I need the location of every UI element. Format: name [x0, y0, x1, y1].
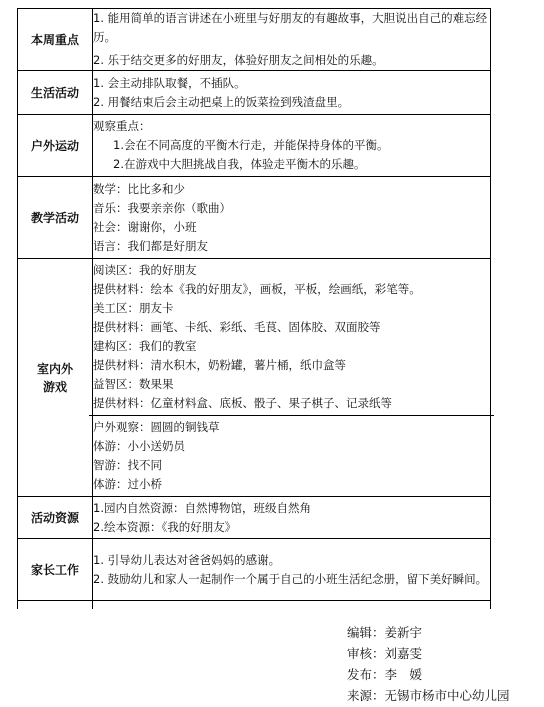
row-resources	[18, 497, 491, 539]
weekly-focus-line-2: 2. 乐于结交更多的好朋友，体验好朋友之间相处的乐趣。	[93, 53, 384, 67]
label-teaching: 教学活动	[18, 177, 93, 259]
games-indoor-line-8: 提供材料：亿童材料盒、底板、骰子、果子棋子、记录纸等	[93, 396, 392, 410]
games-indoor-line-7: 益智区：数果果	[93, 377, 174, 391]
games-indoor-line-5: 建构区：我们的教室	[93, 339, 197, 353]
teaching-line-3: 社会：谢谢你，小班	[93, 219, 197, 234]
games-outdoor-line-2: 体游：小小送奶员	[93, 439, 185, 453]
label-games	[18, 259, 93, 497]
teaching-line-2: 音乐：我要亲亲你（歌曲）	[93, 200, 231, 215]
weekly-plan-table	[17, 8, 491, 609]
parents-line-1: 1. 引导幼儿表达对爸爸妈妈的感谢。	[93, 552, 281, 567]
games-outdoor-block	[93, 416, 490, 494]
content-outdoor	[93, 115, 491, 177]
content-games	[93, 259, 491, 497]
daily-life-line-2: 2. 用餐结束后会主动把桌上的饭菜捡到残渣盘里。	[93, 94, 350, 109]
outdoor-line-3: 2.在游戏中大胆挑战自我，体验走平衡木的乐趣。	[113, 157, 366, 171]
credit-publisher: 发布：李 媛	[347, 667, 423, 682]
row-parents	[18, 539, 491, 601]
row-empty	[18, 601, 491, 609]
label-games-line-2: 游戏	[42, 379, 67, 394]
content-weekly-focus	[93, 9, 491, 71]
content-parents	[93, 539, 491, 601]
parents-line-2: 2. 鼓励幼儿和家人一起制作一个属于自己的小班生活纪念册，留下美好瞬间。	[93, 571, 488, 586]
credit-reviewer: 审核：刘嘉雯	[347, 646, 423, 661]
row-games	[18, 259, 491, 497]
empty-cell-left	[18, 601, 93, 609]
label-daily-life: 生活活动	[18, 71, 93, 115]
games-outdoor-line-4: 体游：过小桥	[93, 477, 162, 491]
teaching-line-4: 语言：我们都是好朋友	[93, 238, 208, 253]
daily-life-line-1: 1. 会主动排队取餐，不插队。	[93, 75, 246, 90]
games-outdoor-line-1: 户外观察：圆圆的铜钱草	[93, 420, 220, 434]
resources-line-1: 1.园内自然资源：自然博物馆，班级自然角	[93, 500, 311, 515]
label-weekly-focus: 本周重点	[18, 9, 93, 71]
content-resources	[93, 497, 491, 539]
label-resources: 活动资源	[18, 497, 93, 539]
credits-footer	[347, 622, 510, 706]
label-games-line-1: 室内外	[36, 361, 73, 376]
row-outdoor	[18, 115, 491, 177]
games-indoor-line-6: 提供材料：清水积木，奶粉罐，薯片桶，纸巾盒等	[93, 358, 346, 372]
resources-line-2: 2.绘本资源：《我的好朋友》	[93, 519, 237, 534]
row-daily-life	[18, 71, 491, 115]
games-indoor-line-2: 提供材料：绘本《我的好朋友》，画板，平板，绘画纸，彩笔等。	[93, 282, 421, 296]
label-parents: 家长工作	[18, 539, 93, 601]
row-teaching	[18, 177, 491, 259]
games-indoor-block	[89, 261, 494, 416]
credit-editor: 编辑：姜新宇	[347, 625, 423, 640]
empty-cell-right	[93, 601, 491, 609]
credit-source: 来源：无锡市杨市中心幼儿园	[347, 688, 510, 703]
teaching-line-1: 数学：比比多和少	[93, 181, 185, 196]
games-indoor-line-3: 美工区：朋友卡	[93, 301, 174, 315]
label-outdoor: 户外运动	[18, 115, 93, 177]
games-indoor-line-1: 阅读区：我的好朋友	[93, 263, 197, 277]
content-teaching	[93, 177, 491, 259]
weekly-focus-line-1: 1. 能用简单的语言讲述在小班里与好朋友的有趣故事，大胆说出自己的难忘经历。	[93, 11, 488, 44]
row-weekly-focus	[18, 9, 491, 71]
content-daily-life	[93, 71, 491, 115]
outdoor-line-2: 1.会在不同高度的平衡木行走，并能保持身体的平衡。	[113, 138, 389, 152]
outdoor-line-1: 观察重点：	[93, 119, 151, 133]
games-indoor-line-4: 提供材料：画笔、卡纸、彩纸、毛茛、固体胶、双面胶等	[93, 320, 381, 334]
games-outdoor-line-3: 智游：找不同	[93, 458, 162, 472]
